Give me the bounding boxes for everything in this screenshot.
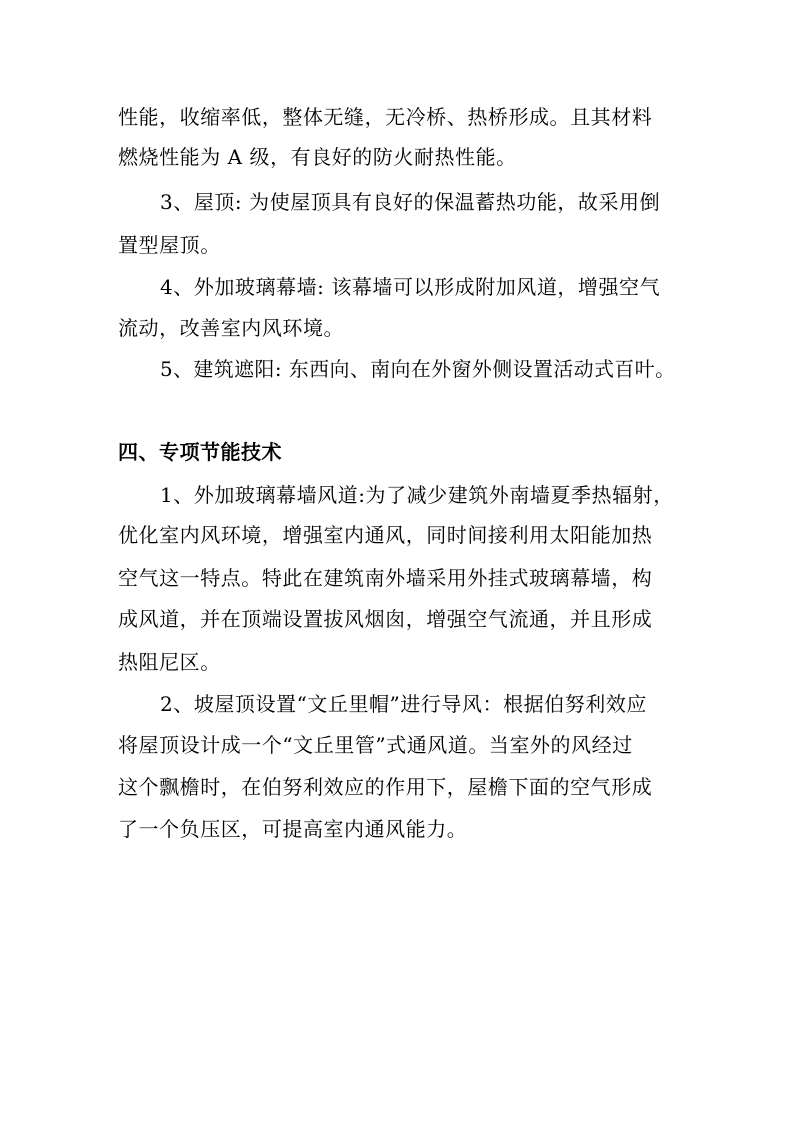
paragraph-line: 1、外加玻璃幕墙风道:为了减少建筑外南墙夏季热辐射， — [160, 483, 674, 507]
paragraph-line: 置型屋顶。 — [118, 233, 221, 257]
paragraph-line: 热阻尼区。 — [118, 650, 221, 674]
paragraph-line: 性能，收缩率低，整体无缝，无冷桥、热桥形成。且其材料 — [118, 105, 653, 129]
paragraph-line: 成风道，并在顶端设置拔风烟囱，增强空气流通，并且形成 — [118, 607, 653, 631]
paragraph-line: 4、外加玻璃幕墙: 该幕墙可以形成附加风道，增强空气 — [160, 275, 661, 299]
section-heading: 四、专项节能技术 — [118, 440, 282, 464]
paragraph-line: 优化室内风环境，增强室内通风，同时间接利用太阳能加热 — [118, 523, 653, 547]
paragraph-line: 3、屋顶: 为使屋顶具有良好的保温蓄热功能，故采用倒 — [160, 190, 661, 214]
paragraph-line: 5、建筑遮阳: 东西向、南向在外窗外侧设置活动式百叶。 — [160, 357, 676, 381]
paragraph-line: 流动，改善室内风环境。 — [118, 316, 345, 340]
paragraph-line: 这个飘檐时，在伯努利效应的作用下，屋檐下面的空气形成 — [118, 775, 653, 799]
paragraph-line: 2、坡屋顶设置“文丘里帽”进行导风：根据伯努利效应 — [160, 692, 647, 716]
paragraph-line: 将屋顶设计成一个“文丘里管”式通风道。当室外的风经过 — [118, 733, 633, 757]
paragraph-line: 了一个负压区，可提高室内通风能力。 — [118, 817, 468, 841]
paragraph-line: 燃烧性能为 A 级，有良好的防火耐热性能。 — [118, 145, 517, 169]
paragraph-line: 空气这一特点。特此在建筑南外墙采用外挂式玻璃幕墙，构 — [118, 566, 653, 590]
